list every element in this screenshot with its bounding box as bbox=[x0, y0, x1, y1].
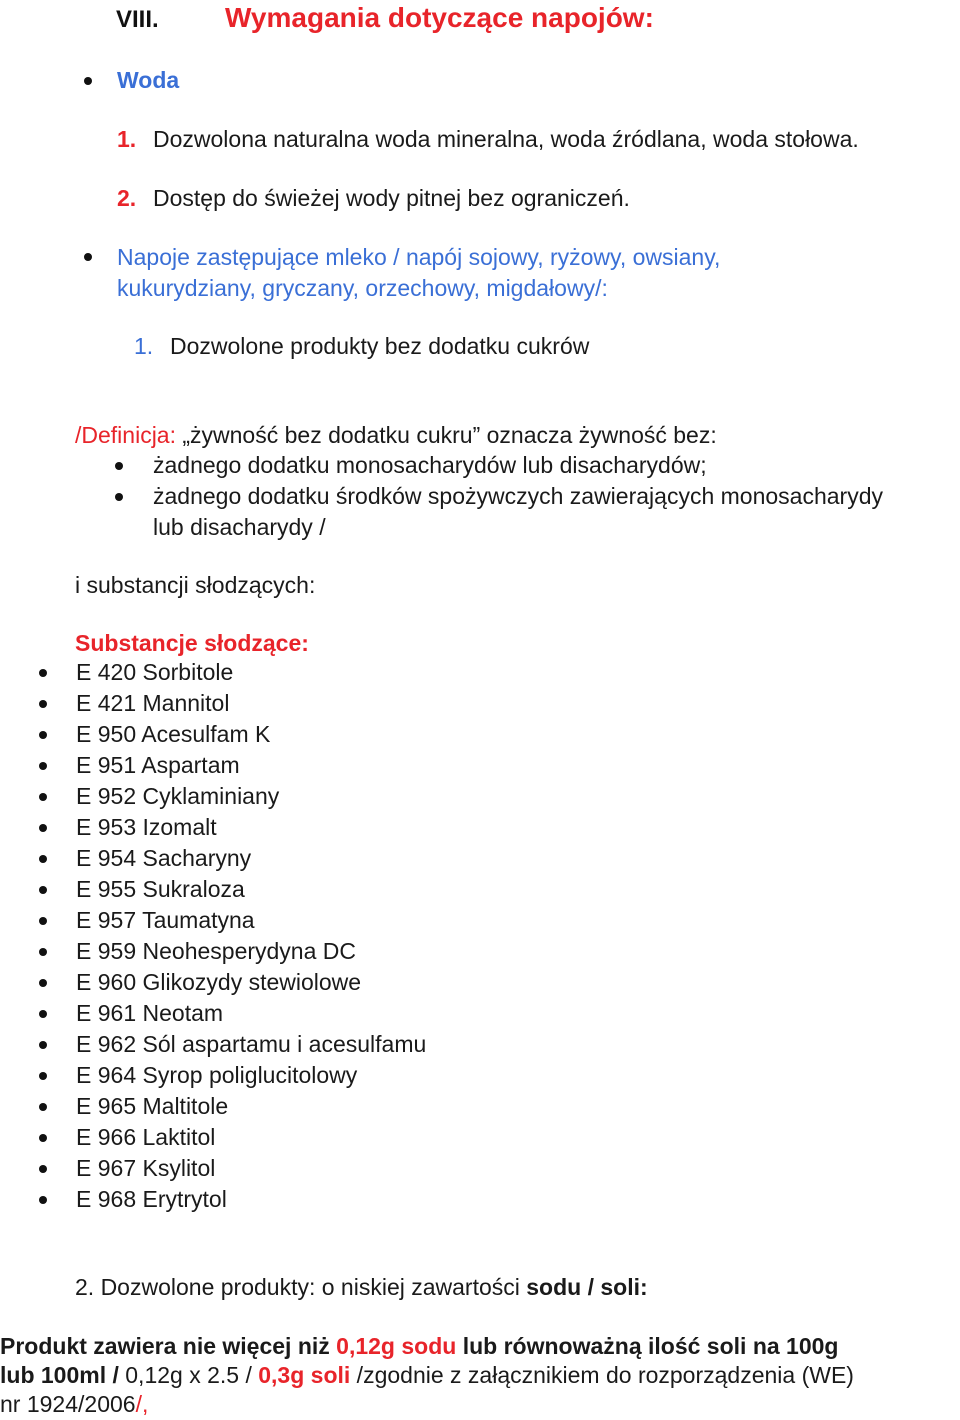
sweetener-label: E 955 Sukraloza bbox=[76, 876, 245, 902]
product-text: lub równoważną ilość soli na 100g bbox=[456, 1333, 839, 1359]
list-item bbox=[0, 1122, 426, 1153]
list-item bbox=[0, 750, 426, 781]
sweeteners-list bbox=[0, 657, 426, 1215]
bullet-icon bbox=[115, 462, 123, 470]
bullet-icon bbox=[39, 1072, 47, 1080]
product-line-2 bbox=[0, 1362, 854, 1389]
bullet-icon bbox=[39, 1103, 47, 1111]
definition-bullet: żadnego dodatku monosacharydów lub disacharydów; bbox=[153, 452, 707, 478]
bullet-icon bbox=[39, 917, 47, 925]
definition-bullet: żadnego dodatku środków spożywczych zawierających monosacharydy bbox=[153, 483, 883, 509]
list-item bbox=[0, 967, 426, 998]
list-item bbox=[0, 1153, 426, 1184]
sodium-text: 2. Dozwolone produkty: o niskiej zawartości bbox=[75, 1274, 527, 1300]
bullet-icon bbox=[39, 1196, 47, 1204]
section-number: VIII. bbox=[116, 6, 159, 33]
bullet-icon bbox=[39, 979, 47, 987]
section-title: Wymagania dotyczące napojów: bbox=[225, 2, 654, 33]
milk-substitutes-heading-line2: kukurydziany, gryczany, orzechowy, migdałowy/: bbox=[117, 275, 608, 301]
sweetener-label: E 962 Sól aspartamu i acesulfamu bbox=[76, 1031, 427, 1057]
sweetener-label: E 953 Izomalt bbox=[76, 814, 217, 840]
water-heading: Woda bbox=[117, 67, 180, 93]
sweetener-label: E 420 Sorbitole bbox=[76, 659, 234, 685]
sweetener-label: E 421 Mannitol bbox=[76, 690, 230, 716]
bullet-icon bbox=[39, 700, 47, 708]
bullet-icon bbox=[39, 1010, 47, 1018]
sweetener-label: E 961 Neotam bbox=[76, 1000, 224, 1026]
sodium-line bbox=[75, 1274, 648, 1301]
product-text: Produkt zawiera nie więcej niż bbox=[0, 1333, 337, 1359]
definition-line bbox=[75, 422, 717, 449]
definition-text: „żywność bez dodatku cukru” oznacza żywność bez: bbox=[175, 422, 717, 448]
list-item bbox=[0, 781, 426, 812]
sweetener-label: E 966 Laktitol bbox=[76, 1124, 216, 1150]
product-regulation-number: nr 1924/2006 bbox=[0, 1391, 136, 1417]
bullet-icon bbox=[39, 824, 47, 832]
water-item-text: Dostęp do świeżej wody pitnej bez ograniczeń. bbox=[153, 185, 630, 211]
water-item-number: 2. bbox=[117, 185, 137, 211]
bullet-icon bbox=[39, 669, 47, 677]
water-item-text: Dozwolona naturalna woda mineralna, woda źródlana, woda stołowa. bbox=[153, 126, 859, 152]
milk-substitutes-heading-line1: Napoje zastępujące mleko / napój sojowy, ryżowy, owsiany, bbox=[117, 244, 721, 270]
bullet-icon bbox=[39, 855, 47, 863]
bullet-icon bbox=[39, 731, 47, 739]
list-item bbox=[0, 1029, 426, 1060]
list-item bbox=[0, 874, 426, 905]
sweetener-label: E 957 Taumatyna bbox=[76, 907, 255, 933]
milk-item-number: 1. bbox=[134, 333, 154, 359]
product-text: lub 100ml / bbox=[0, 1362, 126, 1388]
bullet-icon bbox=[39, 1165, 47, 1173]
definition-bullet-continuation: lub disacharydy / bbox=[153, 514, 326, 540]
list-item bbox=[0, 843, 426, 874]
list-item bbox=[0, 719, 426, 750]
sweetener-label: E 954 Sacharyny bbox=[76, 845, 252, 871]
bullet-icon bbox=[84, 253, 92, 261]
sweetener-label: E 968 Erytrytol bbox=[76, 1186, 227, 1212]
bullet-icon bbox=[39, 793, 47, 801]
sweetener-label: E 960 Glikozydy stewiolowe bbox=[76, 969, 362, 995]
sweetener-label: E 952 Cyklaminiany bbox=[76, 783, 280, 809]
list-item bbox=[0, 1060, 426, 1091]
definition-label: /Definicja: bbox=[75, 422, 176, 448]
product-sodium-value: 0,12g sodu bbox=[336, 1333, 457, 1359]
bullet-icon bbox=[39, 762, 47, 770]
bullet-icon bbox=[39, 1134, 47, 1142]
sweetener-label: E 951 Aspartam bbox=[76, 752, 240, 778]
bullet-icon bbox=[39, 886, 47, 894]
list-item bbox=[0, 998, 426, 1029]
list-item bbox=[0, 905, 426, 936]
bullet-icon bbox=[39, 1041, 47, 1049]
bullet-icon bbox=[115, 493, 123, 501]
product-regulation: /zgodnie z załącznikiem do rozporządzenia (WE) bbox=[350, 1362, 854, 1388]
sweeteners-heading: Substancje słodzące: bbox=[75, 630, 309, 656]
sweetener-label: E 950 Acesulfam K bbox=[76, 721, 271, 747]
sweetener-label: E 959 Neohesperydyna DC bbox=[76, 938, 356, 964]
bullet-icon bbox=[84, 77, 92, 85]
milk-item-text: Dozwolone produkty bez dodatku cukrów bbox=[170, 333, 590, 359]
list-item bbox=[0, 1184, 426, 1215]
product-line-3 bbox=[0, 1391, 148, 1418]
product-closing: /, bbox=[135, 1391, 149, 1417]
definition-after: i substancji słodzących: bbox=[75, 572, 316, 598]
product-line-1 bbox=[0, 1333, 838, 1360]
sweetener-label: E 964 Syrop poliglucitolowy bbox=[76, 1062, 358, 1088]
product-salt-value: 0,3g soli bbox=[258, 1362, 351, 1388]
sweetener-label: E 967 Ksylitol bbox=[76, 1155, 216, 1181]
list-item bbox=[0, 688, 426, 719]
sweetener-label: E 965 Maltitole bbox=[76, 1093, 229, 1119]
bullet-icon bbox=[39, 948, 47, 956]
list-item bbox=[0, 936, 426, 967]
list-item bbox=[0, 657, 426, 688]
list-item bbox=[0, 812, 426, 843]
product-formula: 0,12g x 2.5 / bbox=[125, 1362, 259, 1388]
sodium-emphasis: sodu / soli: bbox=[526, 1274, 648, 1300]
list-item bbox=[0, 1091, 426, 1122]
water-item-number: 1. bbox=[117, 126, 137, 152]
